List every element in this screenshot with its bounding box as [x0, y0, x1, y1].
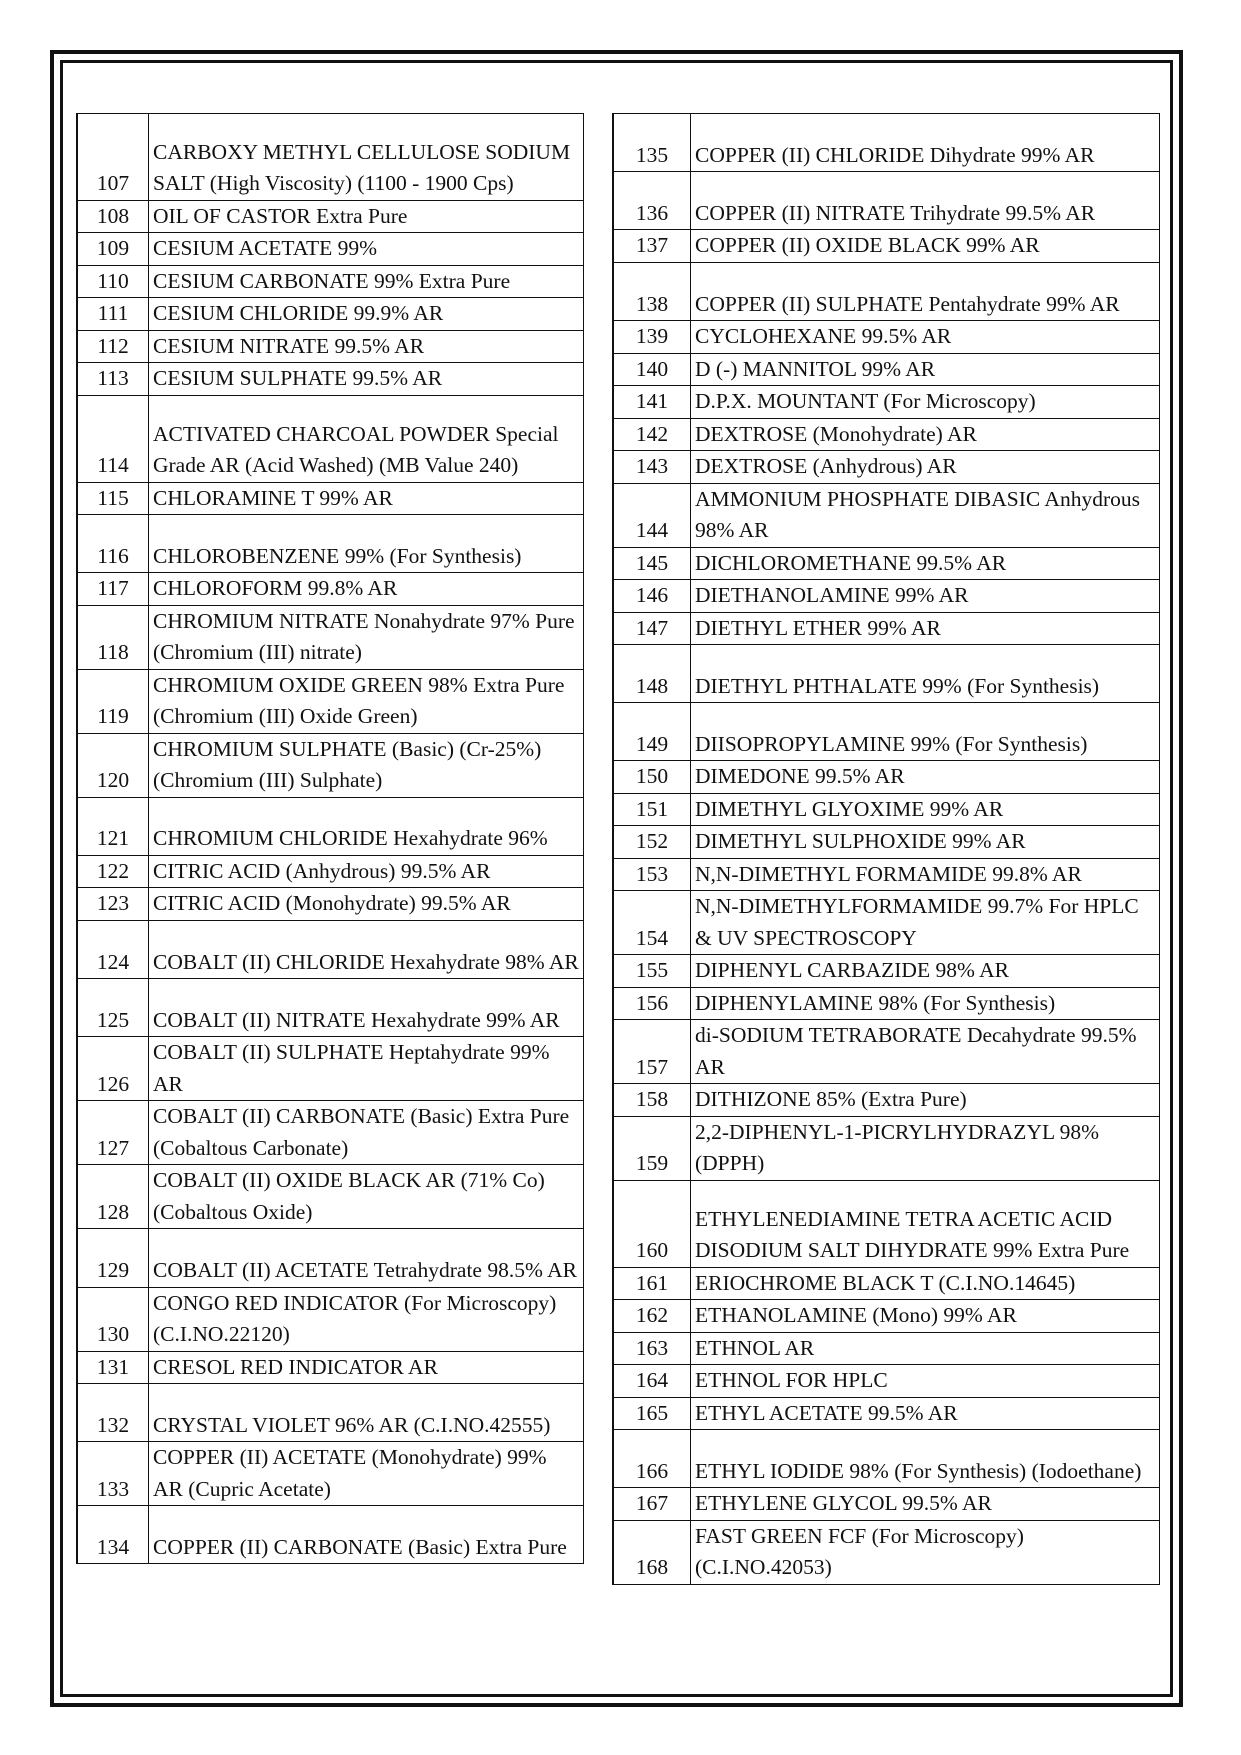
- item-number: 125: [77, 979, 149, 1037]
- left-column: [76, 113, 584, 1564]
- table-row: [77, 1229, 584, 1287]
- item-number: 145: [613, 547, 691, 580]
- item-name: DIPHENYL CARBAZIDE 98% AR: [691, 955, 1160, 988]
- item-name: CITRIC ACID (Monohydrate) 99.5% AR: [149, 888, 584, 921]
- item-name: AMMONIUM PHOSPHATE DIBASIC Anhydrous 98% AR: [691, 483, 1160, 547]
- item-name: COBALT (II) CARBONATE (Basic) Extra Pure (Cobaltous Carbonate): [149, 1101, 584, 1165]
- item-name: COPPER (II) OXIDE BLACK 99% AR: [691, 230, 1160, 263]
- item-number: 148: [613, 645, 691, 703]
- item-number: 119: [77, 669, 149, 733]
- item-number: 114: [77, 395, 149, 482]
- item-number: 133: [77, 1442, 149, 1506]
- item-name: DIISOPROPYLAMINE 99% (For Synthesis): [691, 703, 1160, 761]
- item-name: COPPER (II) CHLORIDE Dihydrate 99% AR: [691, 114, 1160, 172]
- item-name: CONGO RED INDICATOR (For Microscopy) (C.I.NO.22120): [149, 1287, 584, 1351]
- table-row: [613, 262, 1160, 320]
- item-number: 164: [613, 1365, 691, 1398]
- item-name: CHLOROFORM 99.8% AR: [149, 573, 584, 606]
- table-row: [77, 395, 584, 482]
- item-name: CYCLOHEXANE 99.5% AR: [691, 321, 1160, 354]
- table-row: [613, 386, 1160, 419]
- item-name: di-SODIUM TETRABORATE Decahydrate 99.5% AR: [691, 1020, 1160, 1084]
- item-number: 109: [77, 233, 149, 266]
- item-number: 149: [613, 703, 691, 761]
- item-name: COBALT (II) CHLORIDE Hexahydrate 98% AR: [149, 920, 584, 978]
- item-name: N,N-DIMETHYLFORMAMIDE 99.7% For HPLC & UV SPECTROSCOPY: [691, 891, 1160, 955]
- item-number: 135: [613, 114, 691, 172]
- item-number: 157: [613, 1020, 691, 1084]
- item-number: 141: [613, 386, 691, 419]
- item-number: 126: [77, 1037, 149, 1101]
- item-name: COBALT (II) ACETATE Tetrahydrate 98.5% AR: [149, 1229, 584, 1287]
- item-number: 112: [77, 330, 149, 363]
- item-number: 117: [77, 573, 149, 606]
- item-name: ETHYL IODIDE 98% (For Synthesis) (Iodoethane): [691, 1430, 1160, 1488]
- item-number: 129: [77, 1229, 149, 1287]
- item-name: CESIUM CARBONATE 99% Extra Pure: [149, 265, 584, 298]
- item-number: 134: [77, 1506, 149, 1564]
- table-row: [613, 1084, 1160, 1117]
- table-row: [613, 826, 1160, 859]
- item-name: OIL OF CASTOR Extra Pure: [149, 200, 584, 233]
- table-row: [77, 330, 584, 363]
- item-number: 111: [77, 298, 149, 331]
- item-number: 108: [77, 200, 149, 233]
- item-number: 136: [613, 172, 691, 230]
- table-row: [77, 298, 584, 331]
- item-name: D (-) MANNITOL 99% AR: [691, 353, 1160, 386]
- right-table: [612, 113, 1160, 1585]
- item-name: COPPER (II) SULPHATE Pentahydrate 99% AR: [691, 262, 1160, 320]
- item-name: CITRIC ACID (Anhydrous) 99.5% AR: [149, 855, 584, 888]
- item-number: 142: [613, 418, 691, 451]
- item-number: 161: [613, 1267, 691, 1300]
- table-row: [613, 172, 1160, 230]
- item-name: DICHLOROMETHANE 99.5% AR: [691, 547, 1160, 580]
- item-number: 147: [613, 612, 691, 645]
- left-table: [76, 113, 584, 1564]
- item-number: 159: [613, 1116, 691, 1180]
- item-name: COBALT (II) SULPHATE Heptahydrate 99% AR: [149, 1037, 584, 1101]
- item-name: DEXTROSE (Monohydrate) AR: [691, 418, 1160, 451]
- table-row: [77, 1287, 584, 1351]
- table-row: [77, 855, 584, 888]
- item-number: 154: [613, 891, 691, 955]
- item-number: 120: [77, 733, 149, 797]
- item-number: 140: [613, 353, 691, 386]
- item-number: 158: [613, 1084, 691, 1117]
- table-row: [613, 1397, 1160, 1430]
- table-row: [613, 1332, 1160, 1365]
- item-name: DIETHYL PHTHALATE 99% (For Synthesis): [691, 645, 1160, 703]
- item-name: DIMETHYL GLYOXIME 99% AR: [691, 793, 1160, 826]
- table-row: [77, 114, 584, 201]
- table-row: [77, 797, 584, 855]
- item-name: CHLOROBENZENE 99% (For Synthesis): [149, 515, 584, 573]
- table-row: [613, 793, 1160, 826]
- item-number: 151: [613, 793, 691, 826]
- table-row: [613, 483, 1160, 547]
- table-row: [613, 612, 1160, 645]
- item-number: 160: [613, 1180, 691, 1267]
- item-name: CHROMIUM OXIDE GREEN 98% Extra Pure (Chromium (III) Oxide Green): [149, 669, 584, 733]
- table-row: [613, 761, 1160, 794]
- item-number: 146: [613, 580, 691, 613]
- item-name: CESIUM SULPHATE 99.5% AR: [149, 363, 584, 396]
- item-name: CHROMIUM NITRATE Nonahydrate 97% Pure (Chromium (III) nitrate): [149, 605, 584, 669]
- item-name: DIETHANOLAMINE 99% AR: [691, 580, 1160, 613]
- item-number: 130: [77, 1287, 149, 1351]
- item-name: ETHNOL FOR HPLC: [691, 1365, 1160, 1398]
- item-name: CARBOXY METHYL CELLULOSE SODIUM SALT (High Viscosity) (1100 - 1900 Cps): [149, 114, 584, 201]
- table-row: [77, 482, 584, 515]
- table-row: [613, 1520, 1160, 1584]
- item-name: COBALT (II) NITRATE Hexahydrate 99% AR: [149, 979, 584, 1037]
- item-number: 128: [77, 1165, 149, 1229]
- item-number: 107: [77, 114, 149, 201]
- item-name: 2,2-DIPHENYL-1-PICRYLHYDRAZYL 98% (DPPH): [691, 1116, 1160, 1180]
- item-name: CESIUM NITRATE 99.5% AR: [149, 330, 584, 363]
- table-row: [613, 353, 1160, 386]
- item-number: 139: [613, 321, 691, 354]
- item-name: COPPER (II) NITRATE Trihydrate 99.5% AR: [691, 172, 1160, 230]
- item-name: DIETHYL ETHER 99% AR: [691, 612, 1160, 645]
- table-row: [613, 858, 1160, 891]
- table-row: [77, 515, 584, 573]
- item-name: COPPER (II) CARBONATE (Basic) Extra Pure: [149, 1506, 584, 1564]
- table-row: [613, 1020, 1160, 1084]
- item-name: CHLORAMINE T 99% AR: [149, 482, 584, 515]
- table-row: [613, 1430, 1160, 1488]
- item-name: ETHANOLAMINE (Mono) 99% AR: [691, 1300, 1160, 1333]
- item-number: 115: [77, 482, 149, 515]
- item-name: DIMETHYL SULPHOXIDE 99% AR: [691, 826, 1160, 859]
- table-row: [613, 987, 1160, 1020]
- table-row: [77, 1442, 584, 1506]
- item-number: 163: [613, 1332, 691, 1365]
- item-name: ETHYL ACETATE 99.5% AR: [691, 1397, 1160, 1430]
- table-row: [77, 733, 584, 797]
- item-name: COPPER (II) ACETATE (Monohydrate) 99% AR (Cupric Acetate): [149, 1442, 584, 1506]
- item-name: DIPHENYLAMINE 98% (For Synthesis): [691, 987, 1160, 1020]
- item-name: ERIOCHROME BLACK T (C.I.NO.14645): [691, 1267, 1160, 1300]
- item-number: 153: [613, 858, 691, 891]
- item-number: 155: [613, 955, 691, 988]
- item-name: FAST GREEN FCF (For Microscopy) (C.I.NO.42053): [691, 1520, 1160, 1584]
- item-number: 166: [613, 1430, 691, 1488]
- item-number: 168: [613, 1520, 691, 1584]
- item-name: DEXTROSE (Anhydrous) AR: [691, 451, 1160, 484]
- item-number: 131: [77, 1351, 149, 1384]
- table-row: [77, 888, 584, 921]
- table-row: [77, 573, 584, 606]
- item-name: N,N-DIMETHYL FORMAMIDE 99.8% AR: [691, 858, 1160, 891]
- item-number: 118: [77, 605, 149, 669]
- table-row: [77, 1506, 584, 1564]
- item-number: 143: [613, 451, 691, 484]
- item-name: DITHIZONE 85% (Extra Pure): [691, 1084, 1160, 1117]
- table-row: [77, 1101, 584, 1165]
- item-number: 113: [77, 363, 149, 396]
- item-name: CESIUM CHLORIDE 99.9% AR: [149, 298, 584, 331]
- table-row: [613, 321, 1160, 354]
- table-row: [77, 920, 584, 978]
- item-name: CRYSTAL VIOLET 96% AR (C.I.NO.42555): [149, 1384, 584, 1442]
- item-number: 122: [77, 855, 149, 888]
- table-row: [77, 979, 584, 1037]
- table-row: [77, 1165, 584, 1229]
- table-row: [613, 891, 1160, 955]
- table-row: [77, 1351, 584, 1384]
- item-name: CHROMIUM SULPHATE (Basic) (Cr-25%) (Chromium (III) Sulphate): [149, 733, 584, 797]
- item-number: 123: [77, 888, 149, 921]
- item-number: 121: [77, 797, 149, 855]
- item-number: 127: [77, 1101, 149, 1165]
- item-name: D.P.X. MOUNTANT (For Microscopy): [691, 386, 1160, 419]
- item-number: 132: [77, 1384, 149, 1442]
- table-row: [77, 669, 584, 733]
- table-row: [613, 955, 1160, 988]
- table-row: [77, 233, 584, 266]
- table-row: [613, 114, 1160, 172]
- table-row: [613, 1488, 1160, 1521]
- table-row: [613, 645, 1160, 703]
- table-row: [613, 580, 1160, 613]
- item-number: 137: [613, 230, 691, 263]
- table-row: [613, 230, 1160, 263]
- item-name: CESIUM ACETATE 99%: [149, 233, 584, 266]
- item-number: 124: [77, 920, 149, 978]
- item-name: COBALT (II) OXIDE BLACK AR (71% Co) (Cobaltous Oxide): [149, 1165, 584, 1229]
- item-number: 116: [77, 515, 149, 573]
- table-row: [613, 418, 1160, 451]
- item-number: 138: [613, 262, 691, 320]
- table-row: [77, 1037, 584, 1101]
- item-number: 152: [613, 826, 691, 859]
- table-row: [613, 703, 1160, 761]
- item-name: CRESOL RED INDICATOR AR: [149, 1351, 584, 1384]
- item-number: 144: [613, 483, 691, 547]
- table-row: [613, 547, 1160, 580]
- item-name: ETHYLENE GLYCOL 99.5% AR: [691, 1488, 1160, 1521]
- table-row: [613, 451, 1160, 484]
- item-name: ETHNOL AR: [691, 1332, 1160, 1365]
- item-number: 165: [613, 1397, 691, 1430]
- item-number: 167: [613, 1488, 691, 1521]
- item-number: 156: [613, 987, 691, 1020]
- table-row: [77, 265, 584, 298]
- table-row: [77, 200, 584, 233]
- item-number: 110: [77, 265, 149, 298]
- table-row: [613, 1116, 1160, 1180]
- item-number: 150: [613, 761, 691, 794]
- table-row: [613, 1365, 1160, 1398]
- item-name: ETHYLENEDIAMINE TETRA ACETIC ACID DISODIUM SALT DIHYDRATE 99% Extra Pure: [691, 1180, 1160, 1267]
- item-name: CHROMIUM CHLORIDE Hexahydrate 96%: [149, 797, 584, 855]
- table-row: [613, 1300, 1160, 1333]
- item-number: 162: [613, 1300, 691, 1333]
- right-column: [612, 113, 1160, 1585]
- item-name: ACTIVATED CHARCOAL POWDER Special Grade AR (Acid Washed) (MB Value 240): [149, 395, 584, 482]
- table-row: [77, 1384, 584, 1442]
- item-name: DIMEDONE 99.5% AR: [691, 761, 1160, 794]
- table-row: [613, 1180, 1160, 1267]
- table-row: [77, 605, 584, 669]
- table-row: [77, 363, 584, 396]
- table-row: [613, 1267, 1160, 1300]
